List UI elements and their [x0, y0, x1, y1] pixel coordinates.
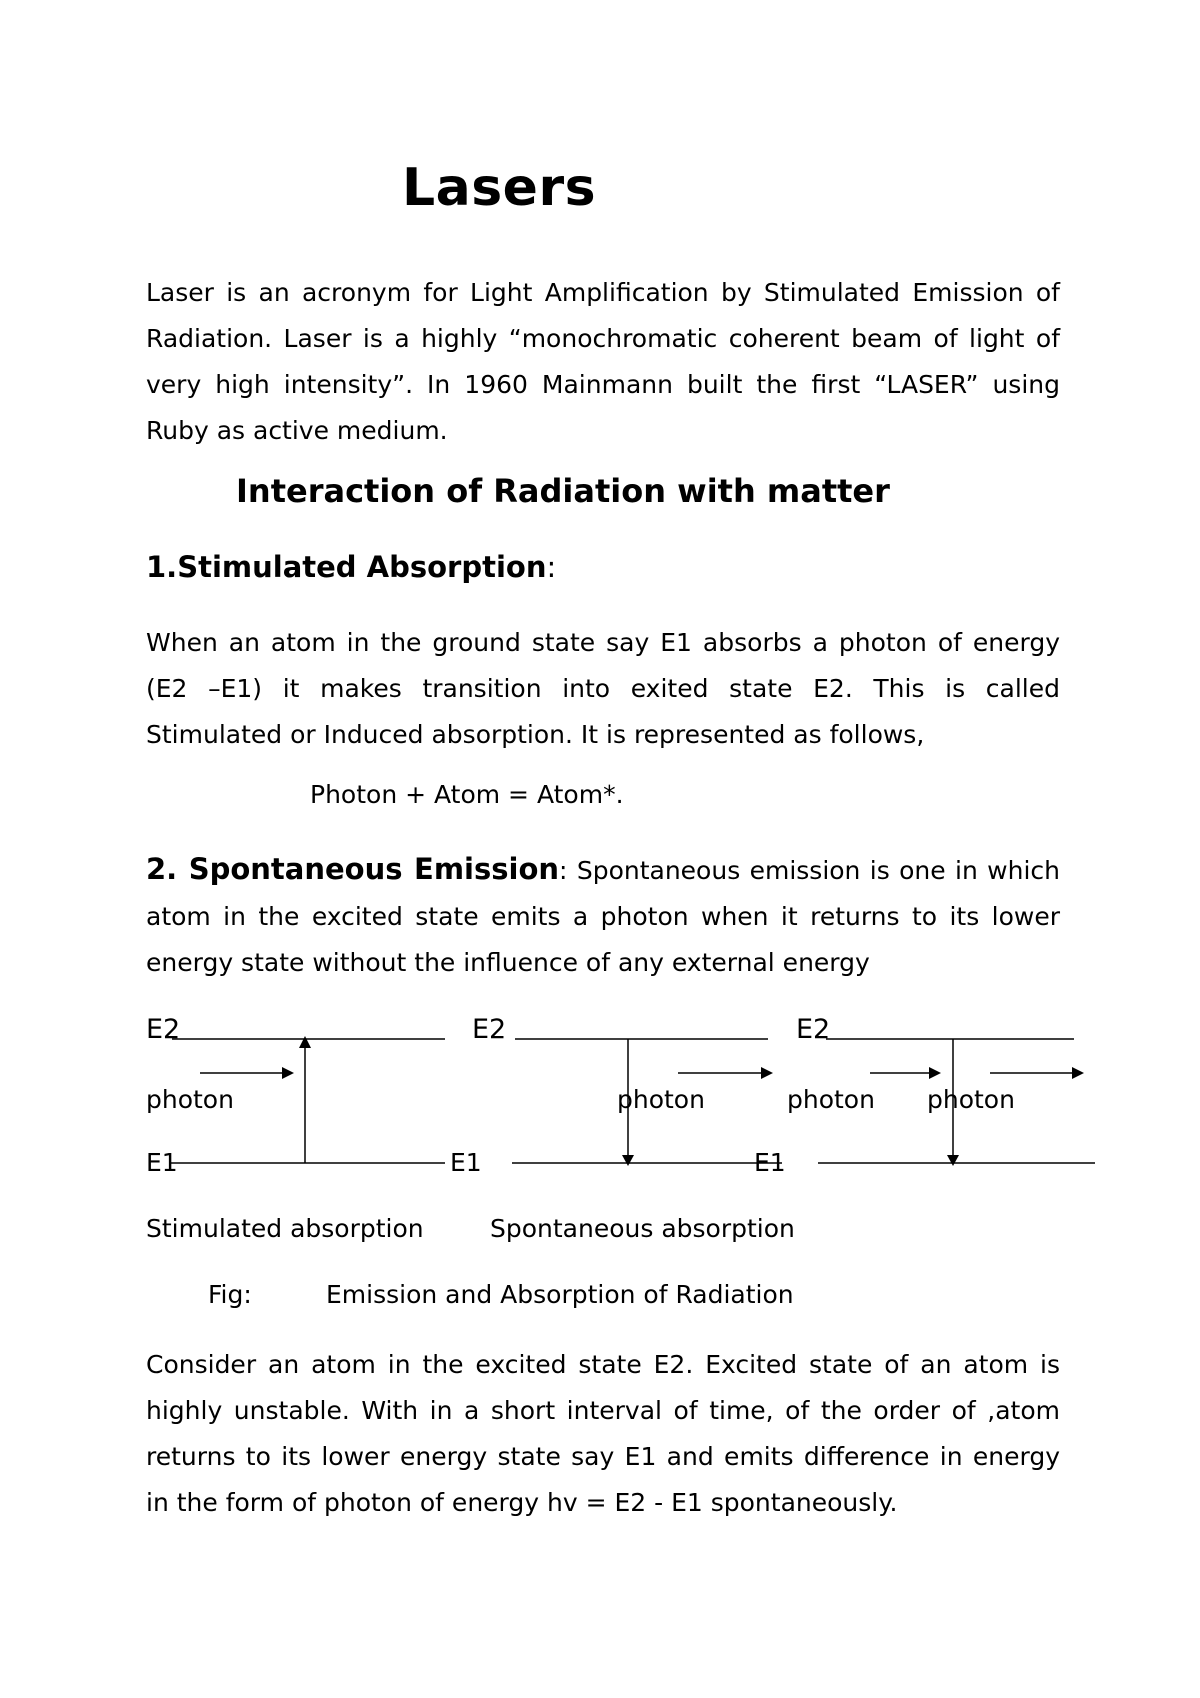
panel3-emitted-photon-label: photon [927, 1085, 1015, 1114]
heading-colon: : [546, 550, 557, 584]
stimulated-absorption-title: 1.Stimulated Absorption [146, 550, 547, 584]
caption-stimulated-absorption: Stimulated absorption [146, 1214, 424, 1243]
panel2-e2-label: E2 [472, 1014, 507, 1045]
section-heading: Interaction of Radiation with matter [236, 472, 890, 510]
panel3-emission-arrowhead [947, 1155, 959, 1166]
page-title: Lasers [402, 158, 597, 218]
panel3-emitted-arrowhead [1072, 1067, 1084, 1079]
panel1-e1-label: E1 [146, 1148, 178, 1177]
panel2-photon-arrowhead [761, 1067, 773, 1079]
spontaneous-emission-paragraph [146, 846, 1060, 986]
figure-prefix: Fig: [208, 1280, 252, 1309]
closing-paragraph: Consider an atom in the excited state E2. Excited state of an atom is highly unstable. With in a short interval of time, of the order of ,atom returns to its lower energy state say E1 and emits difference in energy in the form of photon of energy hv = E2 - E1 spontaneously. [146, 1350, 1060, 1517]
stimulated-absorption-text: When an atom in the ground state say E1 absorbs a photon of energy (E2 –E1) it makes transition into exited state E2. This is called Stimulated or Induced absorption. It is represented as follows, [146, 628, 1060, 749]
panel3-incident-arrowhead [929, 1067, 941, 1079]
spontaneous-emission-heading: 2. Spontaneous Emission [146, 852, 560, 886]
absorption-equation: Photon + Atom = Atom*. [310, 780, 624, 809]
stimulated-absorption-heading [146, 550, 556, 584]
caption-spontaneous-absorption: Spontaneous absorption [490, 1214, 795, 1243]
panel1-photon-arrowhead [282, 1067, 294, 1079]
spontaneous-emission-text: : Spontaneous emission is one in which atom in the excited state emits a photon when it returns to its lower energy state without the influence of any external energy [146, 856, 1060, 977]
panel1-photon-label: photon [146, 1085, 234, 1114]
panel2-e1-label: E1 [450, 1148, 482, 1177]
panel3-incident-photon-label: photon [787, 1085, 875, 1114]
panel3-e1-label: E1 [754, 1148, 786, 1177]
figure-caption: Emission and Absorption of Radiation [326, 1280, 794, 1309]
panel2-photon-label: photon [617, 1085, 705, 1114]
panel3-e2-label: E2 [796, 1014, 831, 1045]
panel1-absorption-arrowhead [299, 1036, 311, 1048]
panel2-emission-arrowhead [622, 1155, 634, 1166]
intro-paragraph: Laser is an acronym for Light Amplification by Stimulated Emission of Radiation. Laser is a highly “monochromatic coherent beam of light of very high intensity”. In 1960 Mainmann built the first “LASER” using Ruby as active medium. [146, 278, 1060, 445]
panel1-e2-label: E2 [146, 1014, 181, 1045]
